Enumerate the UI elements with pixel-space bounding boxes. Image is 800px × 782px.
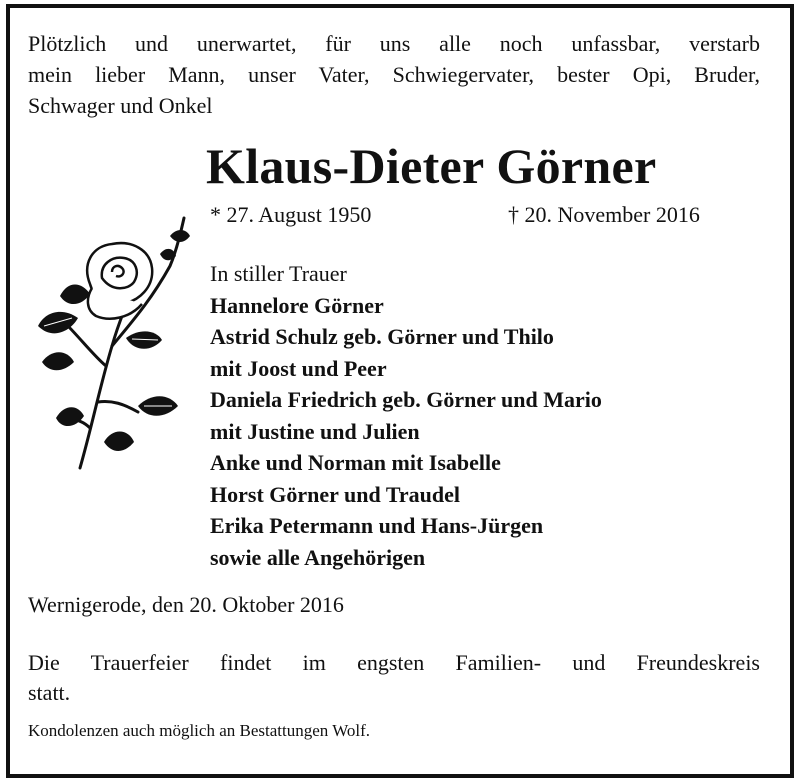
mourner-line: Horst Görner und Traudel: [210, 481, 460, 507]
ceremony-line-2: statt.: [28, 680, 71, 705]
mourner-line: mit Justine und Julien: [210, 418, 420, 444]
condolence-note: Kondolenzen auch möglich an Bestattungen Wolf.: [28, 721, 371, 740]
intro-text: [28, 28, 760, 121]
birth-date: * 27. August 1950: [210, 202, 372, 227]
intro-line-3: Schwager und Onkel: [28, 93, 213, 118]
deceased-name: Klaus-Dieter Görner: [206, 138, 657, 194]
mourner-line: Anke und Norman mit Isabelle: [210, 450, 501, 475]
mourners-heading: In stiller Trauer: [210, 261, 347, 286]
ceremony-notice: [28, 648, 760, 708]
mourner-line: Hannelore Görner: [210, 292, 384, 318]
mourner-line: mit Joost und Peer: [210, 355, 387, 381]
ceremony-line-1: Die Trauerfeier findet im engsten Familien- und Freundeskreis: [28, 650, 760, 675]
intro-line-2: mein lieber Mann, unser Vater, Schwiegervater, bester Opi, Bruder,: [28, 62, 760, 87]
mourner-line: Astrid Schulz geb. Görner und Thilo: [210, 324, 554, 349]
intro-line-1: Plötzlich und unerwartet, für uns alle noch unfassbar, verstarb: [28, 31, 760, 56]
place-date: Wernigerode, den 20. Oktober 2016: [28, 592, 344, 617]
rose-icon: [20, 206, 200, 476]
death-date: † 20. November 2016: [508, 202, 700, 227]
mourner-line: Erika Petermann und Hans-Jürgen: [210, 513, 544, 538]
mourner-line: sowie alle Angehörigen: [210, 544, 426, 570]
mourner-line: Daniela Friedrich geb. Görner und Mario: [210, 387, 602, 412]
mourners-list: [210, 258, 602, 573]
